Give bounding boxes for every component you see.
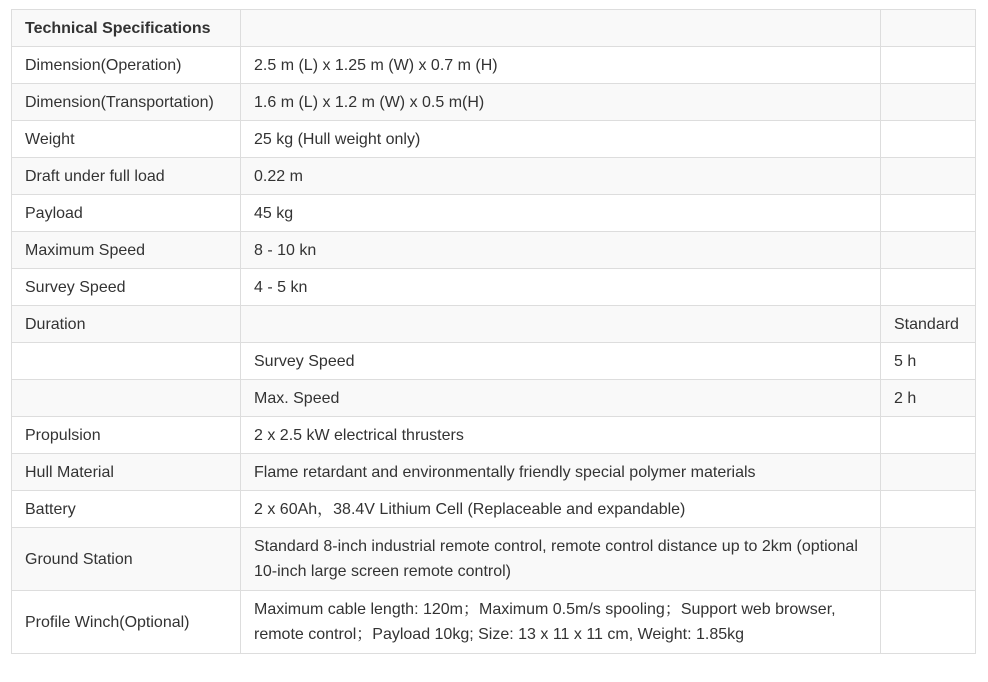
- table-row: [12, 232, 976, 269]
- spec-value: 45 kg: [241, 195, 881, 232]
- spec-extra: [881, 232, 976, 269]
- spec-extra: Standard: [881, 306, 976, 343]
- table-row: [12, 47, 976, 84]
- spec-value: Survey Speed: [241, 343, 881, 380]
- spec-value: [241, 10, 881, 47]
- spec-label: Dimension(Operation): [12, 47, 241, 84]
- spec-extra: [881, 158, 976, 195]
- spec-label: Duration: [12, 306, 241, 343]
- spec-label: Dimension(Transportation): [12, 84, 241, 121]
- table-row: [12, 491, 976, 528]
- spec-extra: [881, 121, 976, 158]
- spec-extra: [881, 528, 976, 591]
- spec-label: [12, 380, 241, 417]
- spec-extra: [881, 491, 976, 528]
- spec-value: Standard 8-inch industrial remote control, remote control distance up to 2km (optional 10-inch large screen remote control): [241, 528, 881, 591]
- spec-label: Draft under full load: [12, 158, 241, 195]
- spec-value: 25 kg (Hull weight only): [241, 121, 881, 158]
- spec-value: Flame retardant and environmentally friendly special polymer materials: [241, 454, 881, 491]
- table-row: [12, 84, 976, 121]
- spec-value: [241, 306, 881, 343]
- table-row: [12, 380, 976, 417]
- table-row: [12, 591, 976, 654]
- table-row: [12, 121, 976, 158]
- spec-extra: [881, 84, 976, 121]
- technical-specifications-table: [11, 9, 976, 654]
- table-row: [12, 269, 976, 306]
- spec-label: Battery: [12, 491, 241, 528]
- table-row: [12, 417, 976, 454]
- table-row: [12, 454, 976, 491]
- spec-extra: [881, 269, 976, 306]
- spec-label: Maximum Speed: [12, 232, 241, 269]
- spec-label: [12, 343, 241, 380]
- table-row: [12, 306, 976, 343]
- spec-value: 2 x 2.5 kW electrical thrusters: [241, 417, 881, 454]
- spec-value: 0.22 m: [241, 158, 881, 195]
- table-row: [12, 195, 976, 232]
- table-row: [12, 528, 976, 591]
- spec-extra: [881, 195, 976, 232]
- spec-value: 2 x 60Ah，38.4V Lithium Cell (Replaceable and expandable): [241, 491, 881, 528]
- spec-extra: [881, 454, 976, 491]
- spec-label: Survey Speed: [12, 269, 241, 306]
- spec-value: Maximum cable length: 120m；Maximum 0.5m/s spooling；Support web browser, remote control；Payload 10kg; Size: 13 x 11 x 11 cm, Weight: 1.85kg: [241, 591, 881, 654]
- table-row: [12, 10, 976, 47]
- spec-label: Payload: [12, 195, 241, 232]
- spec-label: Propulsion: [12, 417, 241, 454]
- spec-extra: 5 h: [881, 343, 976, 380]
- spec-label: Profile Winch(Optional): [12, 591, 241, 654]
- spec-extra: [881, 47, 976, 84]
- spec-label: Ground Station: [12, 528, 241, 591]
- table-header-cell: Technical Specifications: [12, 10, 241, 47]
- spec-value: 4 - 5 kn: [241, 269, 881, 306]
- spec-extra: 2 h: [881, 380, 976, 417]
- table-row: [12, 343, 976, 380]
- spec-extra: [881, 10, 976, 47]
- spec-extra: [881, 591, 976, 654]
- spec-value: Max. Speed: [241, 380, 881, 417]
- spec-value: 2.5 m (L) x 1.25 m (W) x 0.7 m (H): [241, 47, 881, 84]
- spec-extra: [881, 417, 976, 454]
- spec-label: Hull Material: [12, 454, 241, 491]
- spec-value: 1.6 m (L) x 1.2 m (W) x 0.5 m(H): [241, 84, 881, 121]
- spec-label: Weight: [12, 121, 241, 158]
- spec-value: 8 - 10 kn: [241, 232, 881, 269]
- table-row: [12, 158, 976, 195]
